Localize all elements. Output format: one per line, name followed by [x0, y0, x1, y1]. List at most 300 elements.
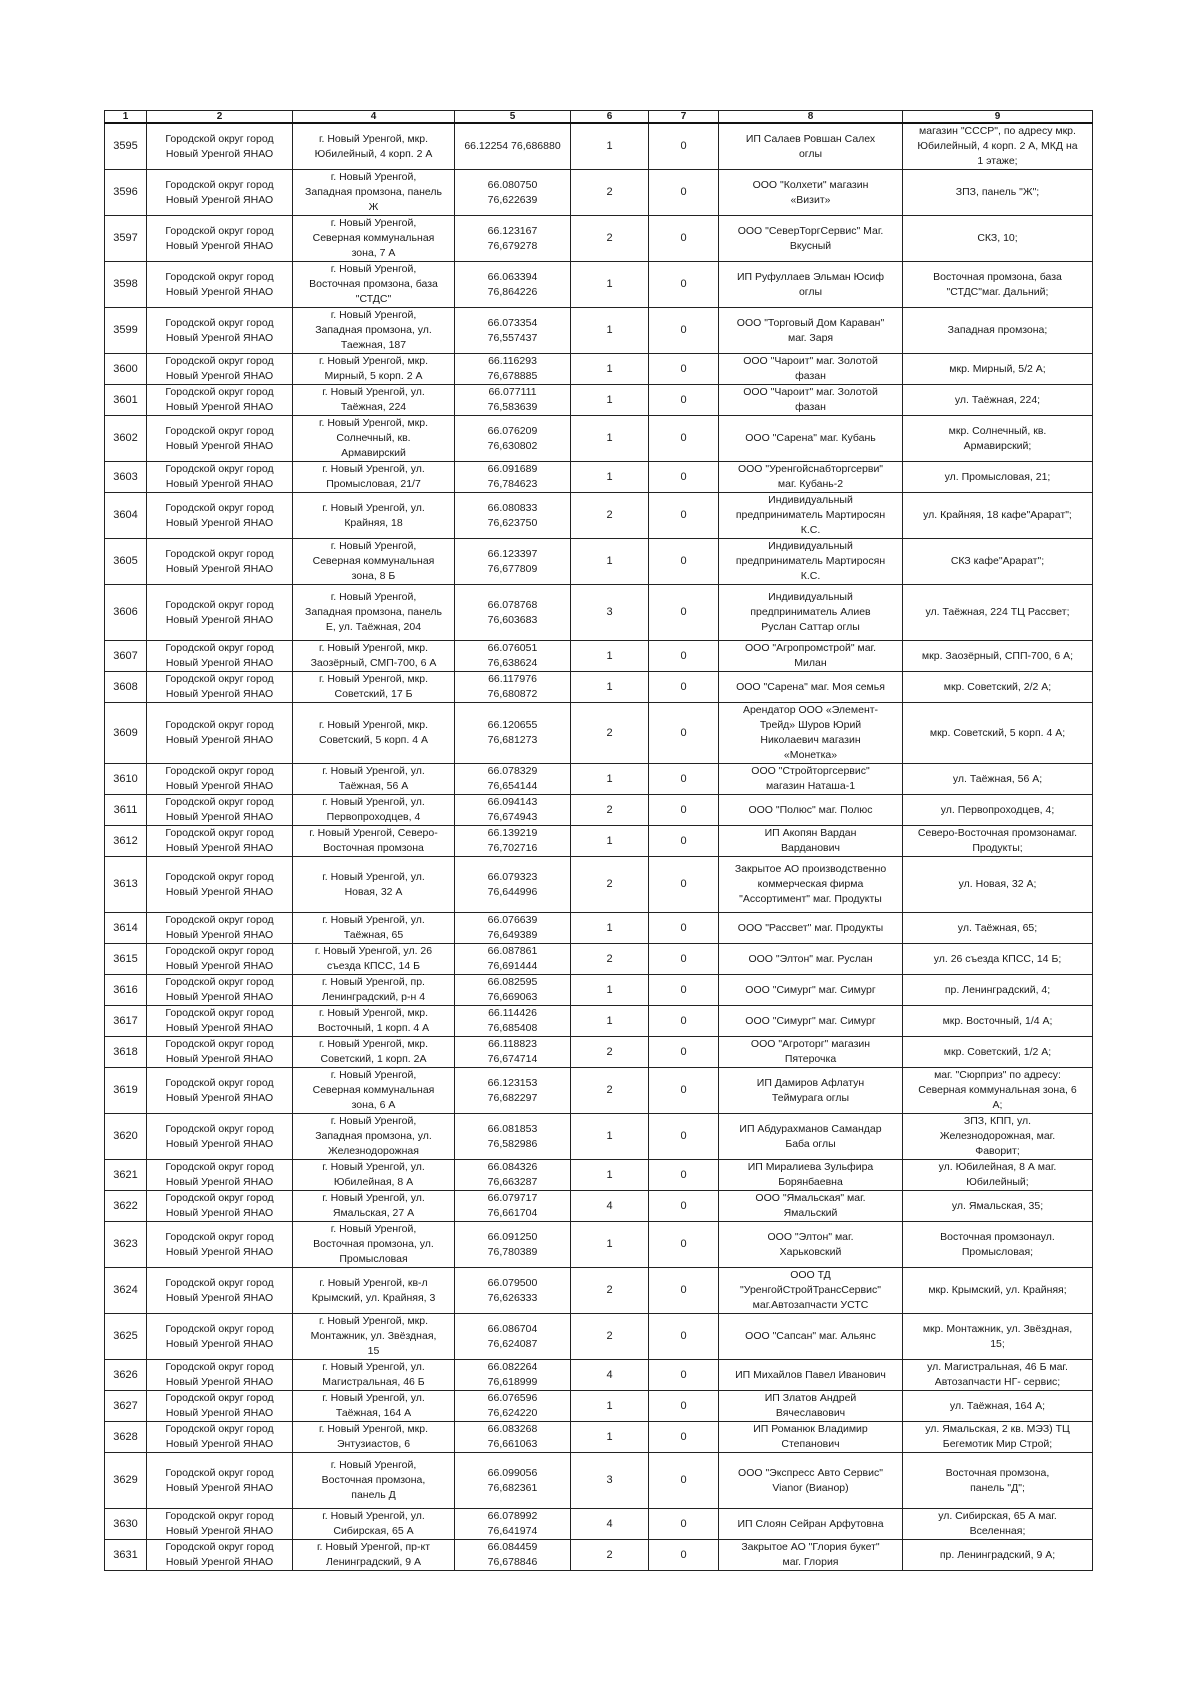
row-number-cell: 3617 — [105, 1006, 147, 1037]
row-number-cell: 3595 — [105, 123, 147, 170]
address-cell: г. Новый Уренгой, мкр. Мирный, 5 корп. 2 А — [293, 354, 455, 385]
address-cell: г. Новый Уренгой, мкр. Энтузиастов, 6 — [293, 1422, 455, 1453]
organization-cell: ООО "Элтон" маг. Руслан — [719, 944, 903, 975]
table-row — [105, 703, 1093, 764]
coordinates-cell: 66.099056 76,682361 — [455, 1453, 571, 1509]
location-cell: СКЗ кафе"Арарат"; — [903, 539, 1093, 585]
zero-count-cell: 0 — [649, 1068, 719, 1114]
address-cell: г. Новый Уренгой, мкр. Советский, 17 Б — [293, 672, 455, 703]
row-number-cell: 3612 — [105, 826, 147, 857]
address-cell: г. Новый Уренгой, мкр. Советский, 5 корп. 4 А — [293, 703, 455, 764]
location-cell: Восточная промзонаул. Промысловая; — [903, 1222, 1093, 1268]
count-cell: 3 — [571, 585, 649, 641]
address-cell: г. Новый Уренгой, Западная промзона, панель Е, ул. Таёжная, 204 — [293, 585, 455, 641]
count-cell: 1 — [571, 641, 649, 672]
location-cell: маг. "Сюрприз" по адресу: Северная коммунальная зона, 6 А; — [903, 1068, 1093, 1114]
zero-count-cell: 0 — [649, 1453, 719, 1509]
organization-cell: ИП Салаев Ровшан Салех оглы — [719, 123, 903, 170]
address-cell: г. Новый Уренгой, Северная коммунальная зона, 6 А — [293, 1068, 455, 1114]
district-cell: Городской округ город Новый Уренгой ЯНАО — [147, 1037, 293, 1068]
table-row — [105, 1422, 1093, 1453]
address-cell: г. Новый Уренгой, ул. Таёжная, 65 — [293, 913, 455, 944]
district-cell: Городской округ город Новый Уренгой ЯНАО — [147, 764, 293, 795]
district-cell: Городской округ город Новый Уренгой ЯНАО — [147, 672, 293, 703]
coordinates-cell: 66.082264 76,618999 — [455, 1360, 571, 1391]
location-cell: ул. Ямальская, 2 кв. МЭЗ) ТЦ Бегемотик Мир Строй; — [903, 1422, 1093, 1453]
row-number-cell: 3598 — [105, 262, 147, 308]
coordinates-cell: 66.118823 76,674714 — [455, 1037, 571, 1068]
table-row — [105, 857, 1093, 913]
district-cell: Городской округ город Новый Уренгой ЯНАО — [147, 1360, 293, 1391]
coordinates-cell: 66.079323 76,644996 — [455, 857, 571, 913]
zero-count-cell: 0 — [649, 764, 719, 795]
coordinates-cell: 66.094143 76,674943 — [455, 795, 571, 826]
zero-count-cell: 0 — [649, 308, 719, 354]
district-cell: Городской округ город Новый Уренгой ЯНАО — [147, 354, 293, 385]
district-cell: Городской округ город Новый Уренгой ЯНАО — [147, 123, 293, 170]
row-number-cell: 3605 — [105, 539, 147, 585]
count-cell: 1 — [571, 1006, 649, 1037]
district-cell: Городской округ город Новый Уренгой ЯНАО — [147, 641, 293, 672]
organization-cell: ИП Слоян Сейран Арфутовна — [719, 1509, 903, 1540]
coordinates-cell: 66.078329 76,654144 — [455, 764, 571, 795]
table-row — [105, 385, 1093, 416]
zero-count-cell: 0 — [649, 1314, 719, 1360]
count-cell: 4 — [571, 1360, 649, 1391]
organization-cell: ИП Романюк Владимир Степанович — [719, 1422, 903, 1453]
row-number-cell: 3625 — [105, 1314, 147, 1360]
address-cell: г. Новый Уренгой, ул. Сибирская, 65 А — [293, 1509, 455, 1540]
organization-cell: ООО "Агропромстрой" маг. Милан — [719, 641, 903, 672]
coordinates-cell: 66.114426 76,685408 — [455, 1006, 571, 1037]
column-header: 8 — [719, 111, 903, 124]
table-row — [105, 1314, 1093, 1360]
organization-cell: ООО ТД "УренгойСтройТрансСервис" маг.Автозапчасти УСТС — [719, 1268, 903, 1314]
location-cell: ул. Ямальская, 35; — [903, 1191, 1093, 1222]
zero-count-cell: 0 — [649, 1006, 719, 1037]
coordinates-cell: 66.12254 76,686880 — [455, 123, 571, 170]
organization-cell: ИП Миралиева Зульфира Борянбаевна — [719, 1160, 903, 1191]
count-cell: 1 — [571, 123, 649, 170]
address-cell: г. Новый Уренгой, пр. Ленинградский, р-н 4 — [293, 975, 455, 1006]
coordinates-cell: 66.084326 76,663287 — [455, 1160, 571, 1191]
row-number-cell: 3630 — [105, 1509, 147, 1540]
district-cell: Городской округ город Новый Уренгой ЯНАО — [147, 975, 293, 1006]
row-number-cell: 3599 — [105, 308, 147, 354]
address-cell: г. Новый Уренгой, кв-л Крымский, ул. Крайняя, 3 — [293, 1268, 455, 1314]
table-row — [105, 308, 1093, 354]
row-number-cell: 3627 — [105, 1391, 147, 1422]
organization-cell: ИП Михайлов Павел Иванович — [719, 1360, 903, 1391]
location-cell: мкр. Крымский, ул. Крайняя; — [903, 1268, 1093, 1314]
address-cell: г. Новый Уренгой, мкр. Солнечный, кв. Армавирский — [293, 416, 455, 462]
table-row — [105, 944, 1093, 975]
coordinates-cell: 66.076209 76,630802 — [455, 416, 571, 462]
zero-count-cell: 0 — [649, 123, 719, 170]
zero-count-cell: 0 — [649, 493, 719, 539]
location-cell: ул. Таёжная, 224 ТЦ Рассвет; — [903, 585, 1093, 641]
address-cell: г. Новый Уренгой, мкр. Заозёрный, СМП-700, 6 А — [293, 641, 455, 672]
data-table — [104, 110, 1093, 1571]
row-number-cell: 3614 — [105, 913, 147, 944]
row-number-cell: 3616 — [105, 975, 147, 1006]
address-cell: г. Новый Уренгой, ул. Ямальская, 27 А — [293, 1191, 455, 1222]
district-cell: Городской округ город Новый Уренгой ЯНАО — [147, 1191, 293, 1222]
zero-count-cell: 0 — [649, 703, 719, 764]
district-cell: Городской округ город Новый Уренгой ЯНАО — [147, 913, 293, 944]
count-cell: 1 — [571, 539, 649, 585]
address-cell: г. Новый Уренгой, Северная коммунальная зона, 7 А — [293, 216, 455, 262]
district-cell: Городской округ город Новый Уренгой ЯНАО — [147, 944, 293, 975]
row-number-cell: 3607 — [105, 641, 147, 672]
location-cell: пр. Ленинградский, 9 А; — [903, 1540, 1093, 1571]
organization-cell: Закрытое АО "Глория букет" маг. Глория — [719, 1540, 903, 1571]
column-header: 5 — [455, 111, 571, 124]
zero-count-cell: 0 — [649, 462, 719, 493]
district-cell: Городской округ город Новый Уренгой ЯНАО — [147, 1314, 293, 1360]
organization-cell: ООО "Агроторг" магазин Пятерочка — [719, 1037, 903, 1068]
table-row — [105, 1222, 1093, 1268]
location-cell: пр. Ленинградский, 4; — [903, 975, 1093, 1006]
row-number-cell: 3600 — [105, 354, 147, 385]
address-cell: г. Новый Уренгой, ул. Таёжная, 164 А — [293, 1391, 455, 1422]
coordinates-cell: 66.083268 76,661063 — [455, 1422, 571, 1453]
table-row — [105, 975, 1093, 1006]
address-cell: г. Новый Уренгой, Восточная промзона, панель Д — [293, 1453, 455, 1509]
header-row — [105, 111, 1093, 124]
organization-cell: ООО "Сарена" маг. Моя семья — [719, 672, 903, 703]
column-header: 1 — [105, 111, 147, 124]
district-cell: Городской округ город Новый Уренгой ЯНАО — [147, 1453, 293, 1509]
count-cell: 2 — [571, 1314, 649, 1360]
zero-count-cell: 0 — [649, 944, 719, 975]
district-cell: Городской округ город Новый Уренгой ЯНАО — [147, 416, 293, 462]
address-cell: г. Новый Уренгой, Западная промзона, панель Ж — [293, 170, 455, 216]
row-number-cell: 3601 — [105, 385, 147, 416]
column-header: 2 — [147, 111, 293, 124]
zero-count-cell: 0 — [649, 1160, 719, 1191]
count-cell: 2 — [571, 216, 649, 262]
organization-cell: Индивидуальный предприниматель Мартиросян К.С. — [719, 493, 903, 539]
organization-cell: ООО "Сапсан" маг. Альянс — [719, 1314, 903, 1360]
organization-cell: ООО "Ямальская" маг. Ямальский — [719, 1191, 903, 1222]
zero-count-cell: 0 — [649, 416, 719, 462]
count-cell: 2 — [571, 493, 649, 539]
coordinates-cell: 66.084459 76,678846 — [455, 1540, 571, 1571]
zero-count-cell: 0 — [649, 1037, 719, 1068]
organization-cell: Закрытое АО производственно коммерческая фирма "Ассортимент" маг. Продукты — [719, 857, 903, 913]
zero-count-cell: 0 — [649, 1391, 719, 1422]
address-cell: г. Новый Уренгой, ул. 26 съезда КПСС, 14 Б — [293, 944, 455, 975]
location-cell: ул. Таёжная, 56 А; — [903, 764, 1093, 795]
coordinates-cell: 66.081853 76,582986 — [455, 1114, 571, 1160]
zero-count-cell: 0 — [649, 1114, 719, 1160]
district-cell: Городской округ город Новый Уренгой ЯНАО — [147, 1222, 293, 1268]
district-cell: Городской округ город Новый Уренгой ЯНАО — [147, 539, 293, 585]
coordinates-cell: 66.091689 76,784623 — [455, 462, 571, 493]
count-cell: 1 — [571, 385, 649, 416]
address-cell: г. Новый Уренгой, ул. Новая, 32 А — [293, 857, 455, 913]
zero-count-cell: 0 — [649, 826, 719, 857]
address-cell: г. Новый Уренгой, мкр. Восточный, 1 корп. 4 А — [293, 1006, 455, 1037]
table-row — [105, 672, 1093, 703]
district-cell: Городской округ город Новый Уренгой ЯНАО — [147, 585, 293, 641]
count-cell: 1 — [571, 308, 649, 354]
row-number-cell: 3603 — [105, 462, 147, 493]
coordinates-cell: 66.123153 76,682297 — [455, 1068, 571, 1114]
address-cell: г. Новый Уренгой, Восточная промзона, база "СТДС" — [293, 262, 455, 308]
address-cell: г. Новый Уренгой, Северо- Восточная промзона — [293, 826, 455, 857]
count-cell: 2 — [571, 1068, 649, 1114]
location-cell: ул. Магистральная, 46 Б маг. Автозапчасти НГ- сервис; — [903, 1360, 1093, 1391]
row-number-cell: 3610 — [105, 764, 147, 795]
table-row — [105, 913, 1093, 944]
count-cell: 2 — [571, 944, 649, 975]
row-number-cell: 3626 — [105, 1360, 147, 1391]
table-row — [105, 1037, 1093, 1068]
zero-count-cell: 0 — [649, 1360, 719, 1391]
zero-count-cell: 0 — [649, 170, 719, 216]
coordinates-cell: 66.080750 76,622639 — [455, 170, 571, 216]
district-cell: Городской округ город Новый Уренгой ЯНАО — [147, 703, 293, 764]
table-row — [105, 354, 1093, 385]
coordinates-cell: 66.082595 76,669063 — [455, 975, 571, 1006]
zero-count-cell: 0 — [649, 672, 719, 703]
zero-count-cell: 0 — [649, 857, 719, 913]
location-cell: ул. Таёжная, 224; — [903, 385, 1093, 416]
table-body — [105, 123, 1093, 1571]
zero-count-cell: 0 — [649, 1268, 719, 1314]
column-header: 7 — [649, 111, 719, 124]
organization-cell: ООО "Чароит" маг. Золотой фазан — [719, 354, 903, 385]
row-number-cell: 3628 — [105, 1422, 147, 1453]
district-cell: Городской округ город Новый Уренгой ЯНАО — [147, 1540, 293, 1571]
organization-cell: ИП Дамиров Афлатун Теймурага оглы — [719, 1068, 903, 1114]
coordinates-cell: 66.078768 76,603683 — [455, 585, 571, 641]
table-row — [105, 1191, 1093, 1222]
district-cell: Городской округ город Новый Уренгой ЯНАО — [147, 262, 293, 308]
table-row — [105, 1453, 1093, 1509]
row-number-cell: 3608 — [105, 672, 147, 703]
location-cell: ул. Таёжная, 164 А; — [903, 1391, 1093, 1422]
row-number-cell: 3613 — [105, 857, 147, 913]
count-cell: 1 — [571, 826, 649, 857]
organization-cell: Арендатор ООО «Элемент- Трейд» Шуров Юрий Николаевич магазин «Монетка» — [719, 703, 903, 764]
district-cell: Городской округ город Новый Уренгой ЯНАО — [147, 1160, 293, 1191]
location-cell: ул. Юбилейная, 8 А маг. Юбилейный; — [903, 1160, 1093, 1191]
table-row — [105, 1540, 1093, 1571]
table-row — [105, 1360, 1093, 1391]
count-cell: 1 — [571, 975, 649, 1006]
coordinates-cell: 66.086704 76,624087 — [455, 1314, 571, 1360]
count-cell: 1 — [571, 462, 649, 493]
district-cell: Городской округ город Новый Уренгой ЯНАО — [147, 1509, 293, 1540]
coordinates-cell: 66.076596 76,624220 — [455, 1391, 571, 1422]
coordinates-cell: 66.077111 76,583639 — [455, 385, 571, 416]
table-row — [105, 641, 1093, 672]
address-cell: г. Новый Уренгой, ул. Промысловая, 21/7 — [293, 462, 455, 493]
district-cell: Городской округ город Новый Уренгой ЯНАО — [147, 795, 293, 826]
zero-count-cell: 0 — [649, 262, 719, 308]
count-cell: 4 — [571, 1191, 649, 1222]
address-cell: г. Новый Уренгой, Западная промзона, ул. Железнодорожная — [293, 1114, 455, 1160]
count-cell: 1 — [571, 1222, 649, 1268]
district-cell: Городской округ город Новый Уренгой ЯНАО — [147, 1068, 293, 1114]
district-cell: Городской округ город Новый Уренгой ЯНАО — [147, 1391, 293, 1422]
coordinates-cell: 66.078992 76,641974 — [455, 1509, 571, 1540]
row-number-cell: 3611 — [105, 795, 147, 826]
organization-cell: Индивидуальный предприниматель Алиев Руслан Саттар оглы — [719, 585, 903, 641]
address-cell: г. Новый Уренгой, ул. Магистральная, 46 Б — [293, 1360, 455, 1391]
address-cell: г. Новый Уренгой, мкр. Советский, 1 корп. 2А — [293, 1037, 455, 1068]
district-cell: Городской округ город Новый Уренгой ЯНАО — [147, 1006, 293, 1037]
count-cell: 2 — [571, 857, 649, 913]
district-cell: Городской округ город Новый Уренгой ЯНАО — [147, 1114, 293, 1160]
count-cell: 2 — [571, 703, 649, 764]
row-number-cell: 3615 — [105, 944, 147, 975]
address-cell: г. Новый Уренгой, Восточная промзона, ул. Промысловая — [293, 1222, 455, 1268]
coordinates-cell: 66.080833 76,623750 — [455, 493, 571, 539]
address-cell: г. Новый Уренгой, ул. Юбилейная, 8 А — [293, 1160, 455, 1191]
zero-count-cell: 0 — [649, 1222, 719, 1268]
coordinates-cell: 66.076051 76,638624 — [455, 641, 571, 672]
district-cell: Городской округ город Новый Уренгой ЯНАО — [147, 170, 293, 216]
zero-count-cell: 0 — [649, 913, 719, 944]
organization-cell: ООО "СеверТоргСервис" Маг. Вкусный — [719, 216, 903, 262]
address-cell: г. Новый Уренгой, ул. Таёжная, 224 — [293, 385, 455, 416]
location-cell: мкр. Мирный, 5/2 А; — [903, 354, 1093, 385]
location-cell: мкр. Монтажник, ул. Звёздная, 15; — [903, 1314, 1093, 1360]
address-cell: г. Новый Уренгой, пр-кт Ленинградский, 9 А — [293, 1540, 455, 1571]
table-row — [105, 462, 1093, 493]
table-row — [105, 216, 1093, 262]
location-cell: ЗПЗ, КПП, ул. Железнодорожная, маг. Фаворит; — [903, 1114, 1093, 1160]
coordinates-cell: 66.076639 76,649389 — [455, 913, 571, 944]
address-cell: г. Новый Уренгой, ул. Крайняя, 18 — [293, 493, 455, 539]
count-cell: 2 — [571, 170, 649, 216]
coordinates-cell: 66.091250 76,780389 — [455, 1222, 571, 1268]
organization-cell: ООО "Уренгойснабторгсерви" маг. Кубань-2 — [719, 462, 903, 493]
row-number-cell: 3604 — [105, 493, 147, 539]
table-row — [105, 1006, 1093, 1037]
organization-cell: ООО "Сарена" маг. Кубань — [719, 416, 903, 462]
location-cell: мкр. Советский, 1/2 А; — [903, 1037, 1093, 1068]
zero-count-cell: 0 — [649, 354, 719, 385]
count-cell: 2 — [571, 1268, 649, 1314]
count-cell: 4 — [571, 1509, 649, 1540]
location-cell: ул. Таёжная, 65; — [903, 913, 1093, 944]
document-sheet — [104, 110, 1092, 1571]
row-number-cell: 3618 — [105, 1037, 147, 1068]
location-cell: мкр. Солнечный, кв. Армавирский; — [903, 416, 1093, 462]
coordinates-cell: 66.087861 76,691444 — [455, 944, 571, 975]
district-cell: Городской округ город Новый Уренгой ЯНАО — [147, 216, 293, 262]
table-row — [105, 1160, 1093, 1191]
row-number-cell: 3619 — [105, 1068, 147, 1114]
organization-cell: ИП Акопян Вардан Варданович — [719, 826, 903, 857]
organization-cell: ИП Абдурахманов Самандар Баба оглы — [719, 1114, 903, 1160]
table-row — [105, 416, 1093, 462]
organization-cell: ООО "Симург" маг. Симург — [719, 1006, 903, 1037]
location-cell: мкр. Заозёрный, СПП-700, 6 А; — [903, 641, 1093, 672]
zero-count-cell: 0 — [649, 975, 719, 1006]
coordinates-cell: 66.120655 76,681273 — [455, 703, 571, 764]
organization-cell: ИП Руфуллаев Эльман Юсиф оглы — [719, 262, 903, 308]
organization-cell: ООО "Чароит" маг. Золотой фазан — [719, 385, 903, 416]
coordinates-cell: 66.123397 76,677809 — [455, 539, 571, 585]
location-cell: мкр. Восточный, 1/4 А; — [903, 1006, 1093, 1037]
zero-count-cell: 0 — [649, 1540, 719, 1571]
count-cell: 1 — [571, 913, 649, 944]
row-number-cell: 3602 — [105, 416, 147, 462]
count-cell: 2 — [571, 1540, 649, 1571]
address-cell: г. Новый Уренгой, Западная промзона, ул. Таежная, 187 — [293, 308, 455, 354]
row-number-cell: 3606 — [105, 585, 147, 641]
organization-cell: ИП Златов Андрей Вячеславович — [719, 1391, 903, 1422]
count-cell: 3 — [571, 1453, 649, 1509]
zero-count-cell: 0 — [649, 539, 719, 585]
district-cell: Городской округ город Новый Уренгой ЯНАО — [147, 493, 293, 539]
count-cell: 1 — [571, 1422, 649, 1453]
table-row — [105, 1391, 1093, 1422]
organization-cell: ООО "Торговый Дом Караван" маг. Заря — [719, 308, 903, 354]
table-row — [105, 123, 1093, 170]
table-row — [105, 493, 1093, 539]
location-cell: Северо-Восточная промзонамаг. Продукты; — [903, 826, 1093, 857]
table-row — [105, 262, 1093, 308]
table-row — [105, 170, 1093, 216]
column-header: 9 — [903, 111, 1093, 124]
organization-cell: ООО "Стройторгсервис" магазин Наташа-1 — [719, 764, 903, 795]
count-cell: 1 — [571, 262, 649, 308]
row-number-cell: 3609 — [105, 703, 147, 764]
count-cell: 1 — [571, 416, 649, 462]
count-cell: 2 — [571, 795, 649, 826]
organization-cell: ООО "Полюс" маг. Полюс — [719, 795, 903, 826]
organization-cell: ООО "Рассвет" маг. Продукты — [719, 913, 903, 944]
row-number-cell: 3596 — [105, 170, 147, 216]
location-cell: магазин "СССР", по адресу мкр. Юбилейный, 4 корп. 2 А, МКД на 1 этаже; — [903, 123, 1093, 170]
table-row — [105, 1509, 1093, 1540]
organization-cell: Индивидуальный предприниматель Мартиросян К.С. — [719, 539, 903, 585]
row-number-cell: 3622 — [105, 1191, 147, 1222]
count-cell: 1 — [571, 1160, 649, 1191]
district-cell: Городской округ город Новый Уренгой ЯНАО — [147, 308, 293, 354]
coordinates-cell: 66.123167 76,679278 — [455, 216, 571, 262]
address-cell: г. Новый Уренгой, Северная коммунальная зона, 8 Б — [293, 539, 455, 585]
zero-count-cell: 0 — [649, 1509, 719, 1540]
count-cell: 1 — [571, 1114, 649, 1160]
table-row — [105, 795, 1093, 826]
row-number-cell: 3624 — [105, 1268, 147, 1314]
table-row — [105, 1114, 1093, 1160]
location-cell: СКЗ, 10; — [903, 216, 1093, 262]
district-cell: Городской округ город Новый Уренгой ЯНАО — [147, 1422, 293, 1453]
row-number-cell: 3621 — [105, 1160, 147, 1191]
zero-count-cell: 0 — [649, 795, 719, 826]
location-cell: ул. 26 съезда КПСС, 14 Б; — [903, 944, 1093, 975]
row-number-cell: 3597 — [105, 216, 147, 262]
location-cell: Восточная промзона, база "СТДС"маг. Дальний; — [903, 262, 1093, 308]
row-number-cell: 3620 — [105, 1114, 147, 1160]
count-cell: 2 — [571, 1037, 649, 1068]
column-header: 4 — [293, 111, 455, 124]
coordinates-cell: 66.063394 76,864226 — [455, 262, 571, 308]
district-cell: Городской округ город Новый Уренгой ЯНАО — [147, 385, 293, 416]
row-number-cell: 3623 — [105, 1222, 147, 1268]
location-cell: мкр. Советский, 2/2 А; — [903, 672, 1093, 703]
table-row — [105, 585, 1093, 641]
